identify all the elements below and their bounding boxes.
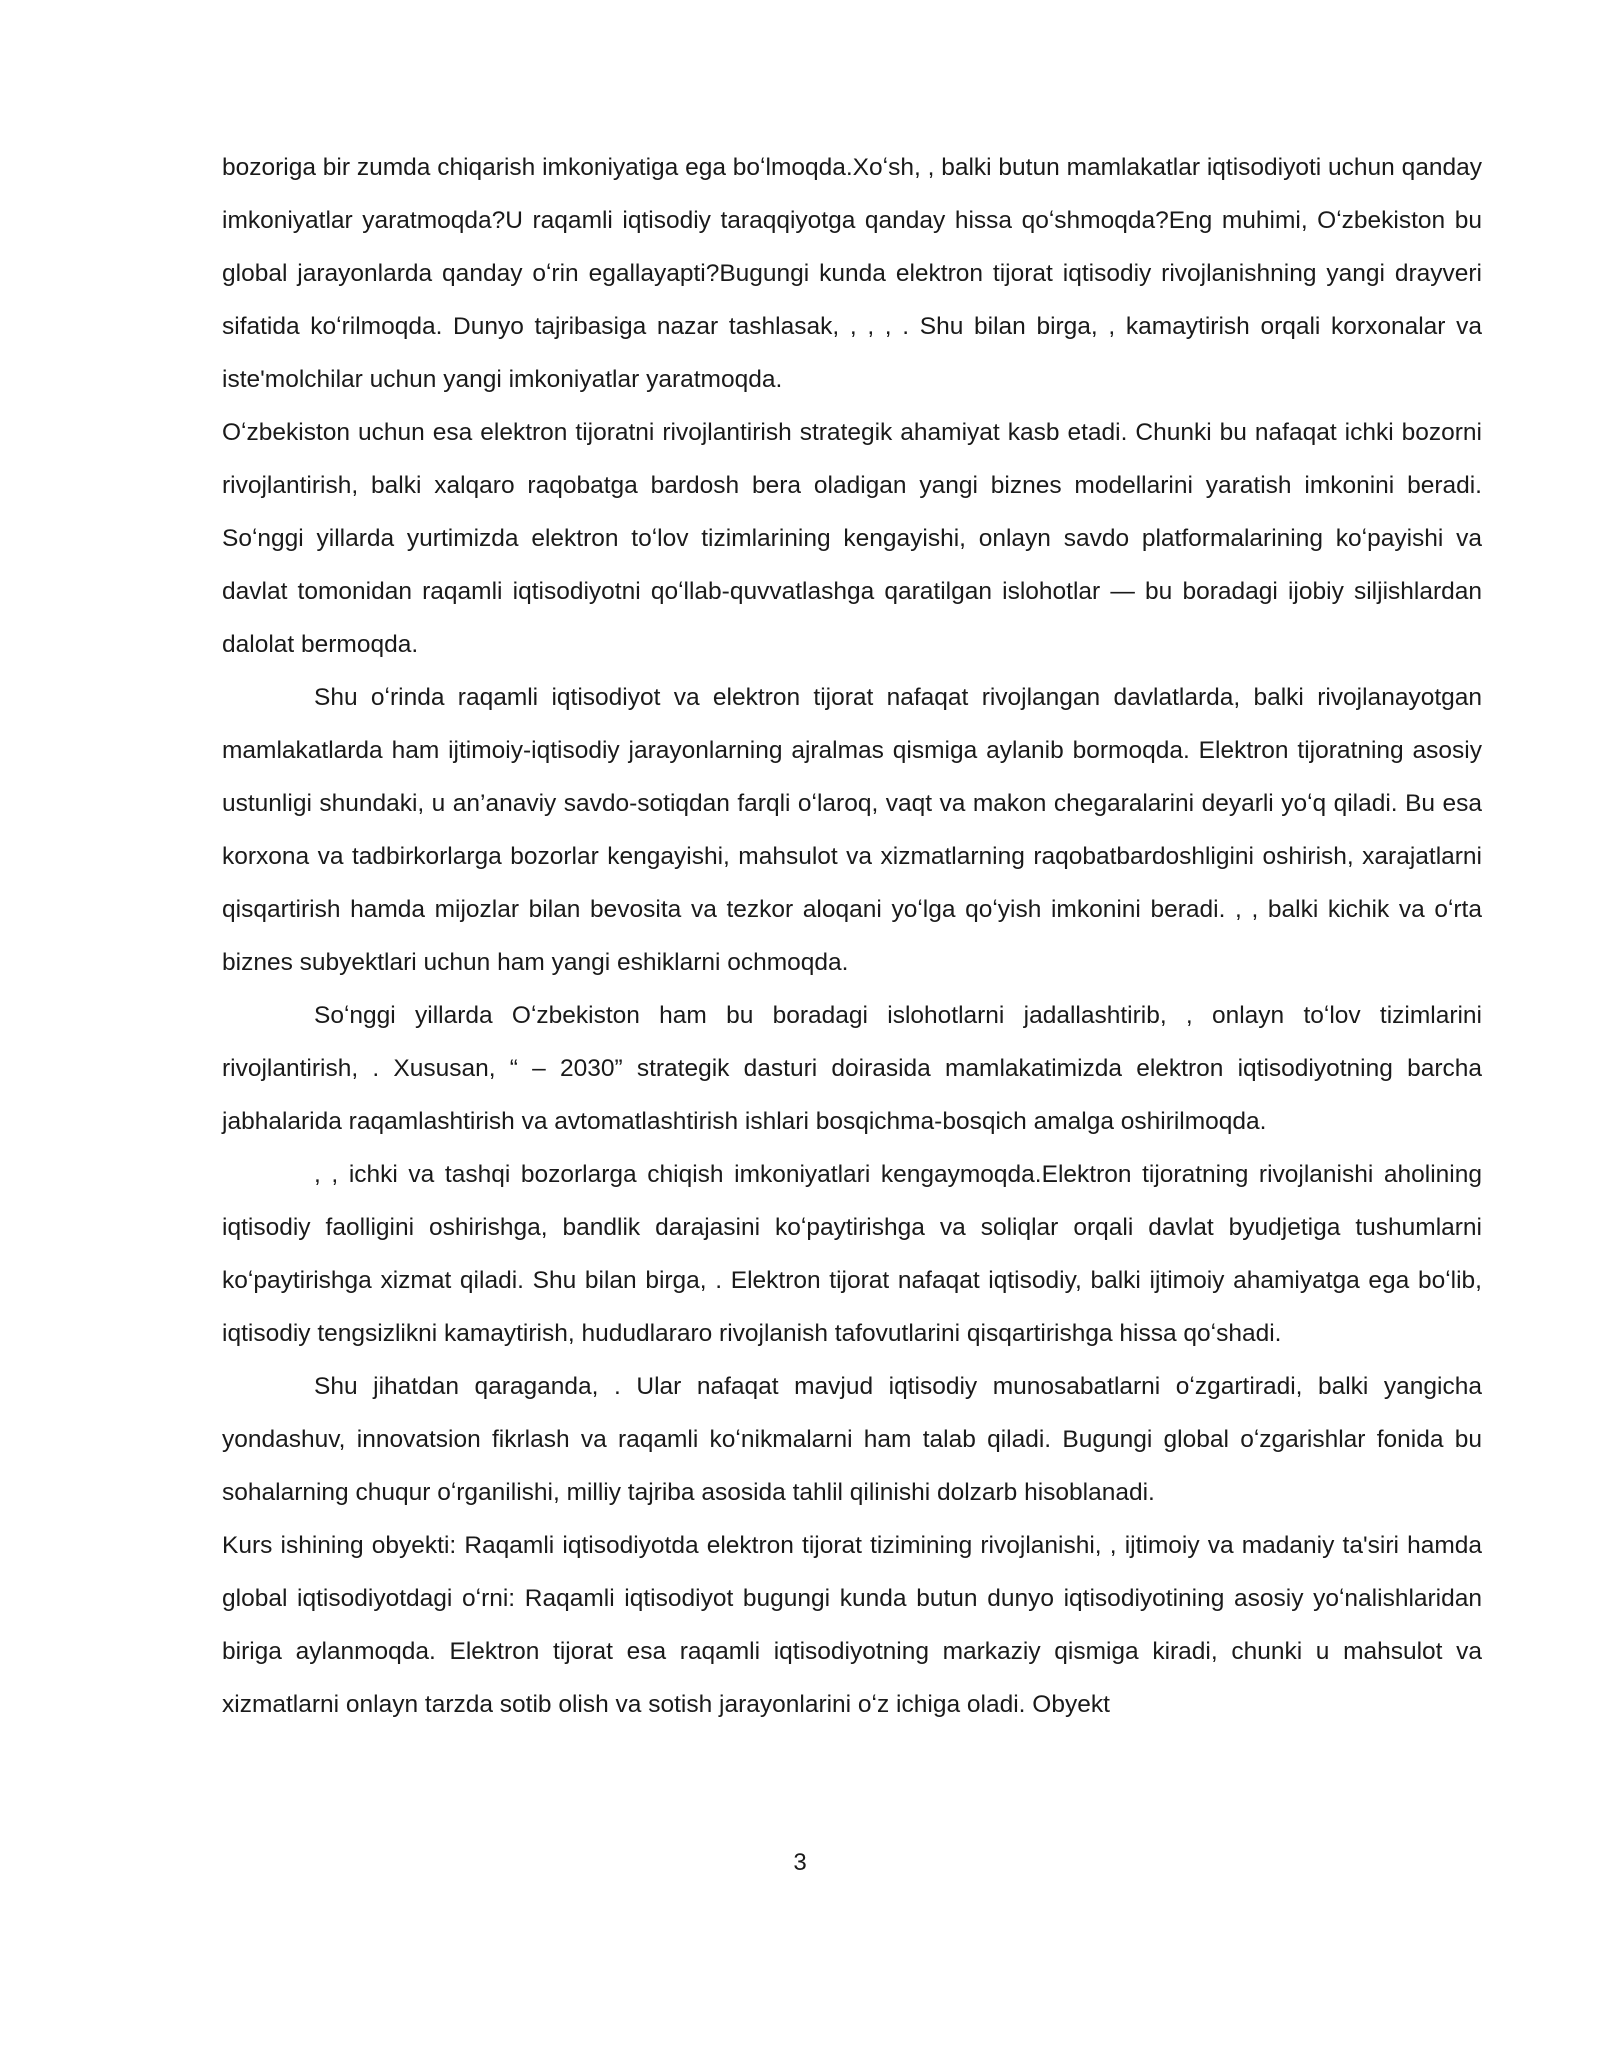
paragraph-1: bozoriga bir zumda chiqarish imkoniyatiga ega boʻlmoqda.Xoʻsh, , balki butun mamlakatlar iqtisodiyoti uchun qanday imkoniyatlar yaratmoqda?U raqamli iqtisodiy taraqqiyotga qanday hissa qoʻshmoqda?Eng muhimi, Oʻzbekiston bu global jarayonlarda qanday oʻrin egallayapti?Bugungi kunda elektron tijorat iqtisodiy rivojlanishning yangi drayveri sifatida koʻrilmoqda. Dunyo tajribasiga nazar tashlasak, , , , . Shu bilan birga, , kamaytirish orqali korxonalar va iste'molchilar uchun yangi imkoniyatlar yaratmoqda. — [222, 154, 1482, 393]
paragraph-7: Kurs ishining obyekti: Raqamli iqtisodiyotda elektron tijorat tizimining rivojlanishi, , ijtimoiy va madaniy ta'siri hamda global iqtisodiyotdagi oʻrni: Raqamli iqtisodiyot bugungi kunda butun dunyo iqtisodiyotining asosiy yoʻnalishlaridan biriga aylanmoqda. Elektron tijorat esa raqamli iqtisodiyotning markaziy qismiga kiradi, chunki u mahsulot va xizmatlarni onlayn tarzda sotib olish va sotish jarayonlarini oʻz ichiga oladi. Obyekt — [222, 1532, 1482, 1718]
paragraph-5: , , ichki va tashqi bozorlarga chiqish imkoniyatlari kengaymoqda.Elektron tijoratning rivojlanishi aholining iqtisodiy faolligini oshirishga, bandlik darajasini koʻpaytirishga va soliqlar orqali davlat byudjetiga tushumlarni koʻpaytirishga xizmat qiladi. Shu bilan birga, . Elektron tijorat nafaqat iqtisodiy, balki ijtimoiy ahamiyatga ega boʻlib, iqtisodiy tengsizlikni kamaytirish, hududlararo rivojlanish tafovutlarini qisqartirishga hissa qoʻshadi. — [222, 1161, 1482, 1347]
page-number: 3 — [793, 1849, 807, 1876]
document-body — [222, 141, 1482, 1731]
paragraph-4: Soʻnggi yillarda Oʻzbekiston ham bu boradagi islohotlarni jadallashtirib, , onlayn toʻlov tizimlarini rivojlantirish, . Xususan, “ – 2030” strategik dasturi doirasida mamlakatimizda elektron iqtisodiyotning barcha jabhalarida raqamlashtirish va avtomatlashtirish ishlari bosqichma-bosqich amalga oshirilmoqda. — [222, 1002, 1482, 1135]
paragraph-6: Shu jihatdan qaraganda, . Ular nafaqat mavjud iqtisodiy munosabatlarni oʻzgartiradi, balki yangicha yondashuv, innovatsion fikrlash va raqamli koʻnikmalarni ham talab qiladi. Bugungi global oʻzgarishlar fonida bu sohalarning chuqur oʻrganilishi, milliy tajriba asosida tahlil qilinishi dolzarb hisoblanadi. — [222, 1373, 1482, 1506]
paragraph-2: Oʻzbekiston uchun esa elektron tijoratni rivojlantirish strategik ahamiyat kasb etadi. Chunki bu nafaqat ichki bozorni rivojlantirish, balki xalqaro raqobatga bardosh bera oladigan yangi biznes modellarini yaratish imkonini beradi. Soʻnggi yillarda yurtimizda elektron toʻlov tizimlarining kengayishi, onlayn savdo platformalarining koʻpayishi va davlat tomonidan raqamli iqtisodiyotni qoʻllab-quvvatlashga qaratilgan islohotlar — bu boradagi ijobiy siljishlardan dalolat bermoqda. — [222, 419, 1482, 658]
paragraph-3: Shu oʻrinda raqamli iqtisodiyot va elektron tijorat nafaqat rivojlangan davlatlarda, balki rivojlanayotgan mamlakatlarda ham ijtimoiy-iqtisodiy jarayonlarning ajralmas qismiga aylanib bormoqda. Elektron tijoratning asosiy ustunligi shundaki, u an’anaviy savdo-sotiqdan farqli oʻlaroq, vaqt va makon chegaralarini deyarli yoʻq qiladi. Bu esa korxona va tadbirkorlarga bozorlar kengayishi, mahsulot va xizmatlarning raqobatbardoshligini oshirish, xarajatlarni qisqartirish hamda mijozlar bilan bevosita va tezkor aloqani yoʻlga qoʻyish imkonini beradi. , , balki kichik va oʻrta biznes subyektlari uchun ham yangi eshiklarni ochmoqda. — [222, 684, 1482, 976]
